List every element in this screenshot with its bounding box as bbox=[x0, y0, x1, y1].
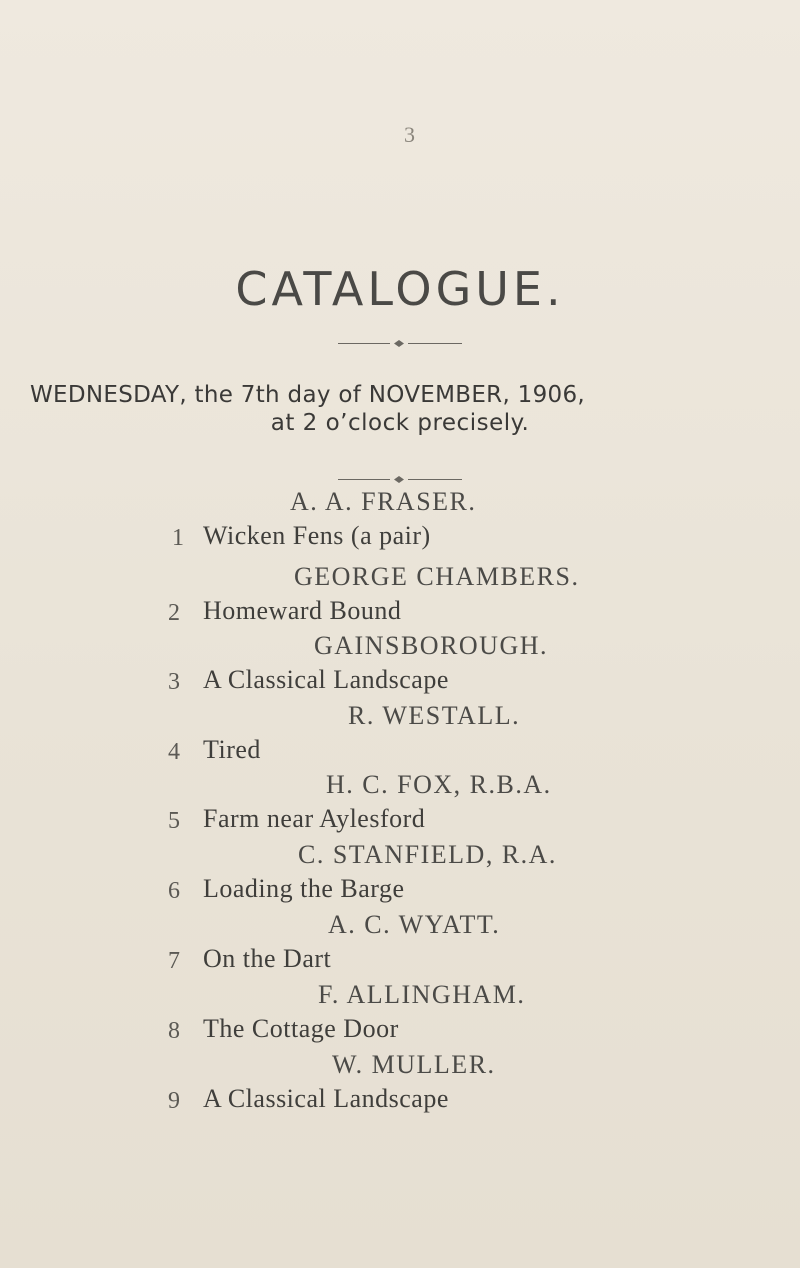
lot-artist: GAINSBOROUGH. bbox=[314, 631, 549, 660]
lot-artist: C. STANFIELD, R.A. bbox=[298, 840, 557, 869]
divider-line-right bbox=[408, 479, 462, 480]
lot-number: 8 bbox=[168, 1018, 180, 1044]
lot-title: Farm near Aylesford bbox=[203, 804, 426, 833]
divider-diamond-icon bbox=[394, 476, 404, 483]
lot-number: 4 bbox=[168, 739, 180, 765]
lot-number: 3 bbox=[168, 669, 180, 695]
lot-number: 1 bbox=[172, 525, 184, 551]
lot-title: The Cottage Door bbox=[203, 1014, 399, 1043]
lot-number: 9 bbox=[168, 1088, 180, 1114]
sale-time bbox=[0, 410, 800, 436]
divider-line-left bbox=[338, 479, 390, 480]
ornamental-divider bbox=[336, 340, 464, 348]
lot-title: Homeward Bound bbox=[203, 596, 402, 625]
lot-artist: W. MULLER. bbox=[332, 1050, 496, 1079]
lot-artist: R. WESTALL. bbox=[348, 701, 521, 730]
lot-artist: H. C. FOX, R.B.A. bbox=[326, 770, 552, 799]
sale-date: WEDNESDAY, the 7th day of NOVEMBER, 1906, bbox=[30, 382, 586, 408]
lot-artist: GEORGE CHAMBERS. bbox=[294, 562, 580, 591]
lot-artist: A. C. WYATT. bbox=[328, 910, 501, 939]
catalogue-title: CATALOGUE. bbox=[235, 262, 565, 316]
lot-number: 7 bbox=[168, 948, 180, 974]
divider-diamond-icon bbox=[394, 340, 404, 347]
lot-title: Wicken Fens (a pair) bbox=[203, 521, 431, 550]
lot-title: Tired bbox=[203, 735, 261, 764]
lot-title: On the Dart bbox=[203, 944, 332, 973]
lot-artist: A. A. FRASER. bbox=[290, 487, 477, 516]
lot-number: 5 bbox=[168, 808, 180, 834]
lot-title: Loading the Barge bbox=[203, 874, 405, 903]
ornamental-divider bbox=[336, 476, 464, 484]
divider-line-left bbox=[338, 343, 390, 344]
lot-title: A Classical Landscape bbox=[203, 665, 449, 694]
page-number: 3 bbox=[404, 122, 415, 147]
lot-number: 6 bbox=[168, 878, 180, 904]
lot-title: A Classical Landscape bbox=[203, 1084, 449, 1113]
sale-time-text: at 2 o’clock precisely. bbox=[270, 410, 530, 436]
lot-number: 2 bbox=[168, 600, 180, 626]
lot-artist: F. ALLINGHAM. bbox=[318, 980, 526, 1009]
divider-line-right bbox=[408, 343, 462, 344]
